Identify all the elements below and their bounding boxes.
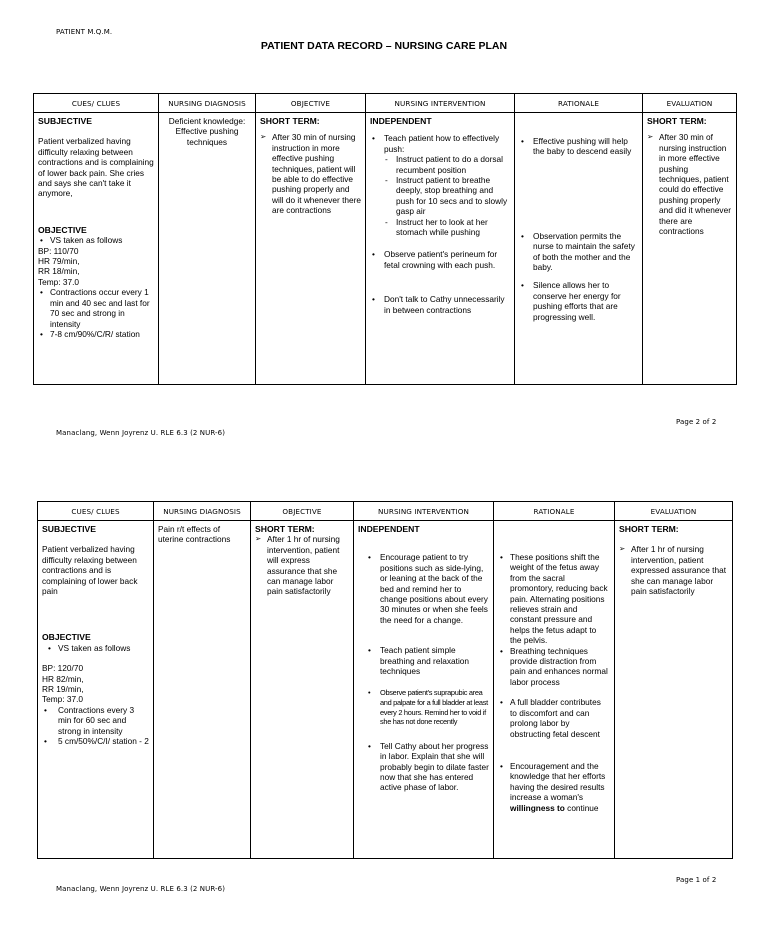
intervention-item: • Tell Cathy about her progress in labor. Explain that she will probably begin to dilate faster now that she has entered active phase of labor. <box>366 741 489 793</box>
independent-heading: INDEPENDENT <box>370 116 432 126</box>
footer-author: Manaclang, Wenn Joyrenz U. RLE 6.3 (2 NUR-6) <box>56 429 226 437</box>
page-title: PATIENT DATA RECORD – NURSING CARE PLAN <box>260 40 508 52</box>
rationale-item: • Observation permits the nurse to maintain the safety of both the mother and the baby. <box>519 231 638 273</box>
intervention-cell <box>354 521 494 859</box>
vital-temp: Temp: 37.0 <box>42 694 84 705</box>
cues-cell <box>34 113 159 385</box>
rationale-item: • Effective pushing will help the baby to descend easily <box>519 136 638 157</box>
vital-bp: BP: 120/70 <box>42 663 84 674</box>
objective-cell <box>256 113 366 385</box>
short-term-heading: SHORT TERM: <box>260 116 320 126</box>
short-term-heading: SHORT TERM: <box>647 116 707 126</box>
rationale-cell <box>494 521 615 859</box>
header-objective: OBJECTIVE <box>256 94 366 113</box>
objective-heading: OBJECTIVE <box>38 224 87 235</box>
header-objective: OBJECTIVE <box>251 502 354 521</box>
cue-bullet: • Contractions occur every 1 min and 40 sec and last for 70 sec and strong in intensity <box>38 287 154 329</box>
vs-bullet: • VS taken as follows <box>46 643 149 653</box>
short-term-heading: SHORT TERM: <box>619 524 679 534</box>
short-term-heading: SHORT TERM: <box>255 524 315 534</box>
vital-bp: BP: 110/70 <box>38 245 79 256</box>
care-plan-table-2 <box>37 501 733 859</box>
cue-bullet: • Contractions every 3 min for 60 sec and strong in intensity <box>42 705 149 736</box>
rationale-item: • Silence allows her to conserve her energy for pushing efforts that are progressing well. <box>519 280 638 322</box>
page-number: Page 1 of 2 <box>676 876 717 884</box>
rationale-tail-woman: woman's <box>550 792 584 803</box>
intervention-item: • Encourage patient to try positions such as side-lying, or leaning at the back of the bed and remind her to change positions about every 30 minutes or when she feels the need for a change. <box>366 552 489 625</box>
sub-item: - Instruct patient to do a dorsal recumbent position <box>382 154 510 175</box>
vital-rr: RR 18/min, <box>38 266 80 277</box>
vital-rr: RR 19/min, <box>42 684 84 695</box>
intervention-item <box>370 133 510 237</box>
vs-bullet: • VS taken as follows <box>38 235 154 245</box>
header-diagnosis: NURSING DIAGNOSIS <box>154 502 251 521</box>
intervention-item: • Teach patient simple breathing and relaxation techniques <box>366 645 489 676</box>
objective-heading: OBJECTIVE <box>42 632 91 643</box>
cues-cell <box>38 521 154 859</box>
rationale-tail-continue: continue <box>567 802 599 813</box>
intervention-item: • Observe patient's suprapubic area and palpate for a full bladder at least every 2 hours. Remind her to void if she has not done recently <box>366 688 489 726</box>
patient-label: PATIENT M.Q.M. <box>56 28 113 36</box>
objective-text: ➢ After 30 min of nursing instruction in more effective pushing techniques, patient will be able to do effective pushing properly and will do it whenever there are contractions <box>260 132 361 215</box>
footer-author: Manaclang, Wenn Joyrenz U. RLE 6.3 (2 NUR-6) <box>56 885 226 893</box>
header-intervention: NURSING INTERVENTION <box>366 94 515 113</box>
intervention-cell <box>366 113 515 385</box>
rationale-tail-willingness: willingness to <box>510 802 565 813</box>
header-rationale: RATIONALE <box>494 502 615 521</box>
vital-hr: HR 82/min, <box>42 673 84 684</box>
header-intervention: NURSING INTERVENTION <box>354 502 494 521</box>
vital-hr: HR 79/min, <box>38 256 80 267</box>
cue-bullet: • 5 cm/50%/C/I/ station - 2 <box>42 736 149 746</box>
vital-temp: Temp: 37.0 <box>38 276 80 287</box>
rationale-item <box>498 761 610 813</box>
rationale-cell <box>515 113 643 385</box>
rationale-item: • Breathing techniques provide distraction from pain and enhances normal labor process <box>498 646 610 688</box>
page-number: Page 2 of 2 <box>676 418 717 426</box>
header-diagnosis: NURSING DIAGNOSIS <box>159 94 256 113</box>
diagnosis-cell: Deficient knowledge: Effective pushing techniques <box>159 113 256 385</box>
evaluation-text: ➢ After 1 hr of nursing intervention, patient expressed assurance that she can manage labor pain satisfactorily <box>619 544 728 596</box>
intervention-item-text: Teach patient how to effectively push: <box>384 133 500 154</box>
rationale-item-text: Encouragement and the knowledge that her efforts having the desired results increase a <box>510 760 606 803</box>
evaluation-text: ➢ After 30 min of nursing instruction in more effective pushing techniques, patient could do effective pushing properly and did it whenever there are contractions <box>647 132 732 236</box>
evaluation-cell <box>615 521 733 859</box>
care-plan-table-1 <box>33 93 737 385</box>
diagnosis-cell: Pain r/t effects of uterine contractions <box>154 521 251 859</box>
intervention-item: • Don't talk to Cathy unnecessarily in between contractions <box>370 294 510 315</box>
header-cues: CUES/ CLUES <box>34 94 159 113</box>
rationale-item: • These positions shift the weight of the fetus away from the sacral promontory, reducing back pain. Alternating positions relieves strain and constant pressure and helps the fetus adapt to the pelvis. <box>498 552 610 646</box>
independent-heading: INDEPENDENT <box>358 524 420 534</box>
table-row <box>38 521 733 859</box>
evaluation-cell <box>643 113 737 385</box>
subjective-text: Patient verbalized having difficulty relaxing between contractions and is complaining of lower back pain <box>42 544 138 597</box>
table-row <box>34 113 737 385</box>
objective-text: ➢ After 1 hr of nursing intervention, patient will express assurance that she can manage labor pain satisfactorily <box>255 534 349 596</box>
header-evaluation: EVALUATION <box>615 502 733 521</box>
cue-bullet: • 7-8 cm/90%/C/R/ station <box>38 329 154 339</box>
header-cues: CUES/ CLUES <box>38 502 154 521</box>
subjective-heading: SUBJECTIVE <box>38 116 92 126</box>
header-evaluation: EVALUATION <box>643 94 737 113</box>
header-rationale: RATIONALE <box>515 94 643 113</box>
rationale-item: • A full bladder contributes to discomfort and can prolong labor by obstructing fetal descent <box>498 697 610 739</box>
sub-item: - Instruct patient to breathe deeply, stop breathing and push for 10 secs and to slowly gasp air <box>382 175 510 217</box>
sub-item: - Instruct her to look at her stomach while pushing <box>382 217 510 238</box>
subjective-text: Patient verbalized having difficulty relaxing between contractions and is complaining of lower back pain. She cries and says she can't take it anymore, <box>38 136 154 199</box>
table-header-row <box>34 94 737 113</box>
subjective-heading: SUBJECTIVE <box>42 524 96 534</box>
objective-cell <box>251 521 354 859</box>
table-header-row <box>38 502 733 521</box>
intervention-item: • Observe patient's perineum for fetal crowning with each push. <box>370 249 510 270</box>
